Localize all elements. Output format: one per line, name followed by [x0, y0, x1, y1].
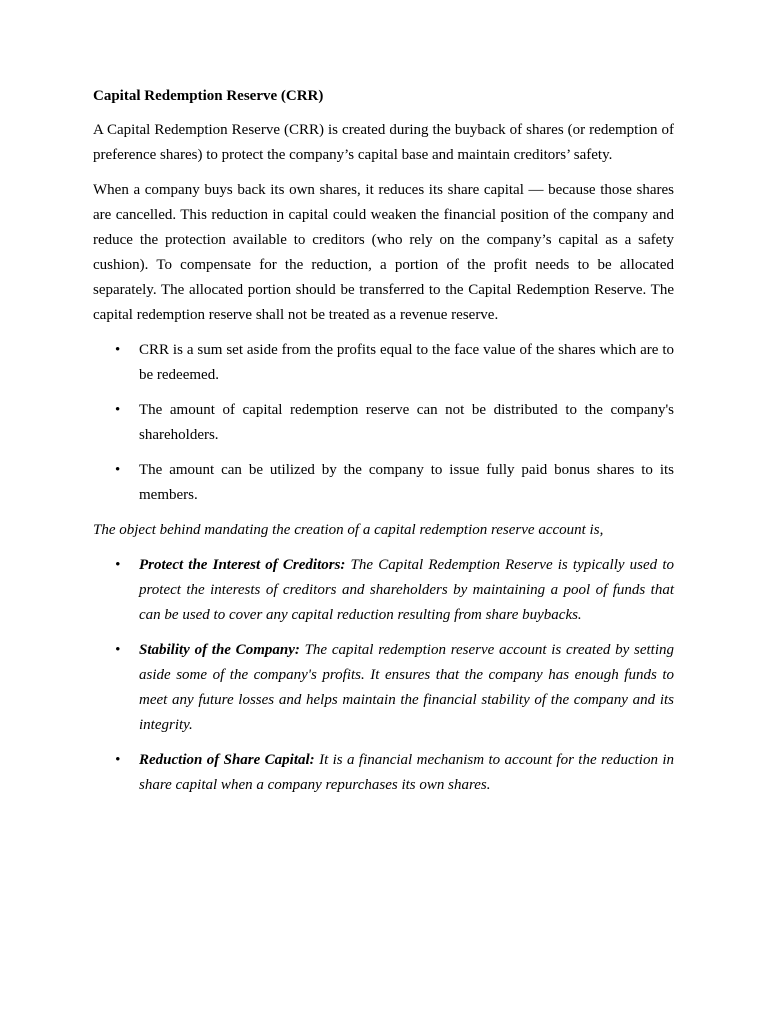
list-item: [93, 748, 674, 798]
bullet-icon: •: [115, 462, 121, 478]
features-list: [93, 338, 674, 508]
objective-text: The Capital Redemption Reserve is typically used to protect the interests of creditors and shareholders by maintaining a pool of funds that can be used to cover any capital reduction resulting from share buybacks.: [139, 557, 674, 623]
list-item: [93, 398, 674, 448]
bullet-icon: •: [115, 342, 121, 358]
objectives-list: [93, 553, 674, 798]
list-item-text: The amount can be utilized by the company to issue fully paid bonus shares to its members.: [139, 462, 674, 503]
bullet-icon: •: [115, 642, 121, 658]
list-item: [93, 458, 674, 508]
objective-text: It is a financial mechanism to account for the reduction in share capital when a company repurchases its own shares.: [139, 752, 674, 793]
list-item: [93, 553, 674, 628]
bullet-icon: •: [115, 557, 121, 573]
objective-term: Reduction of Share Capital:: [139, 752, 315, 768]
bullet-icon: •: [115, 752, 121, 768]
bullet-icon: •: [115, 402, 121, 418]
list-item: [93, 638, 674, 738]
objectives-intro: The object behind mandating the creation of a capital redemption reserve account is,: [93, 522, 604, 538]
explanation-paragraph: When a company buys back its own shares, it reduces its share capital — because those shares are cancelled. This reduction in capital could weaken the financial position of the company and reduce the protection available to creditors (who rely on the company’s capital as a safety cushion). To compensate for the reduction, a portion of the profit needs to be allocated separately. The allocated portion should be transferred to the Capital Redemption Reserve. The capital redemption reserve shall not be treated as a revenue reserve.: [93, 182, 674, 323]
list-item-text: The amount of capital redemption reserve can not be distributed to the company's shareholders.: [139, 402, 674, 443]
list-item-text: CRR is a sum set aside from the profits equal to the face value of the shares which are to be redeemed.: [139, 342, 674, 383]
document-page: [93, 84, 674, 808]
list-item: [93, 338, 674, 388]
objective-text: The capital redemption reserve account is created by setting aside some of the company's profits. It ensures that the company has enough funds to meet any future losses and helps maintain the financial stability of the company and its integrity.: [139, 642, 674, 733]
document-title: Capital Redemption Reserve (CRR): [93, 88, 324, 104]
definition-paragraph: A Capital Redemption Reserve (CRR) is created during the buyback of shares (or redemption of preference shares) to protect the company’s capital base and maintain creditors’ safety.: [93, 122, 674, 163]
objective-term: Protect the Interest of Creditors:: [139, 557, 346, 573]
objective-term: Stability of the Company:: [139, 642, 300, 658]
